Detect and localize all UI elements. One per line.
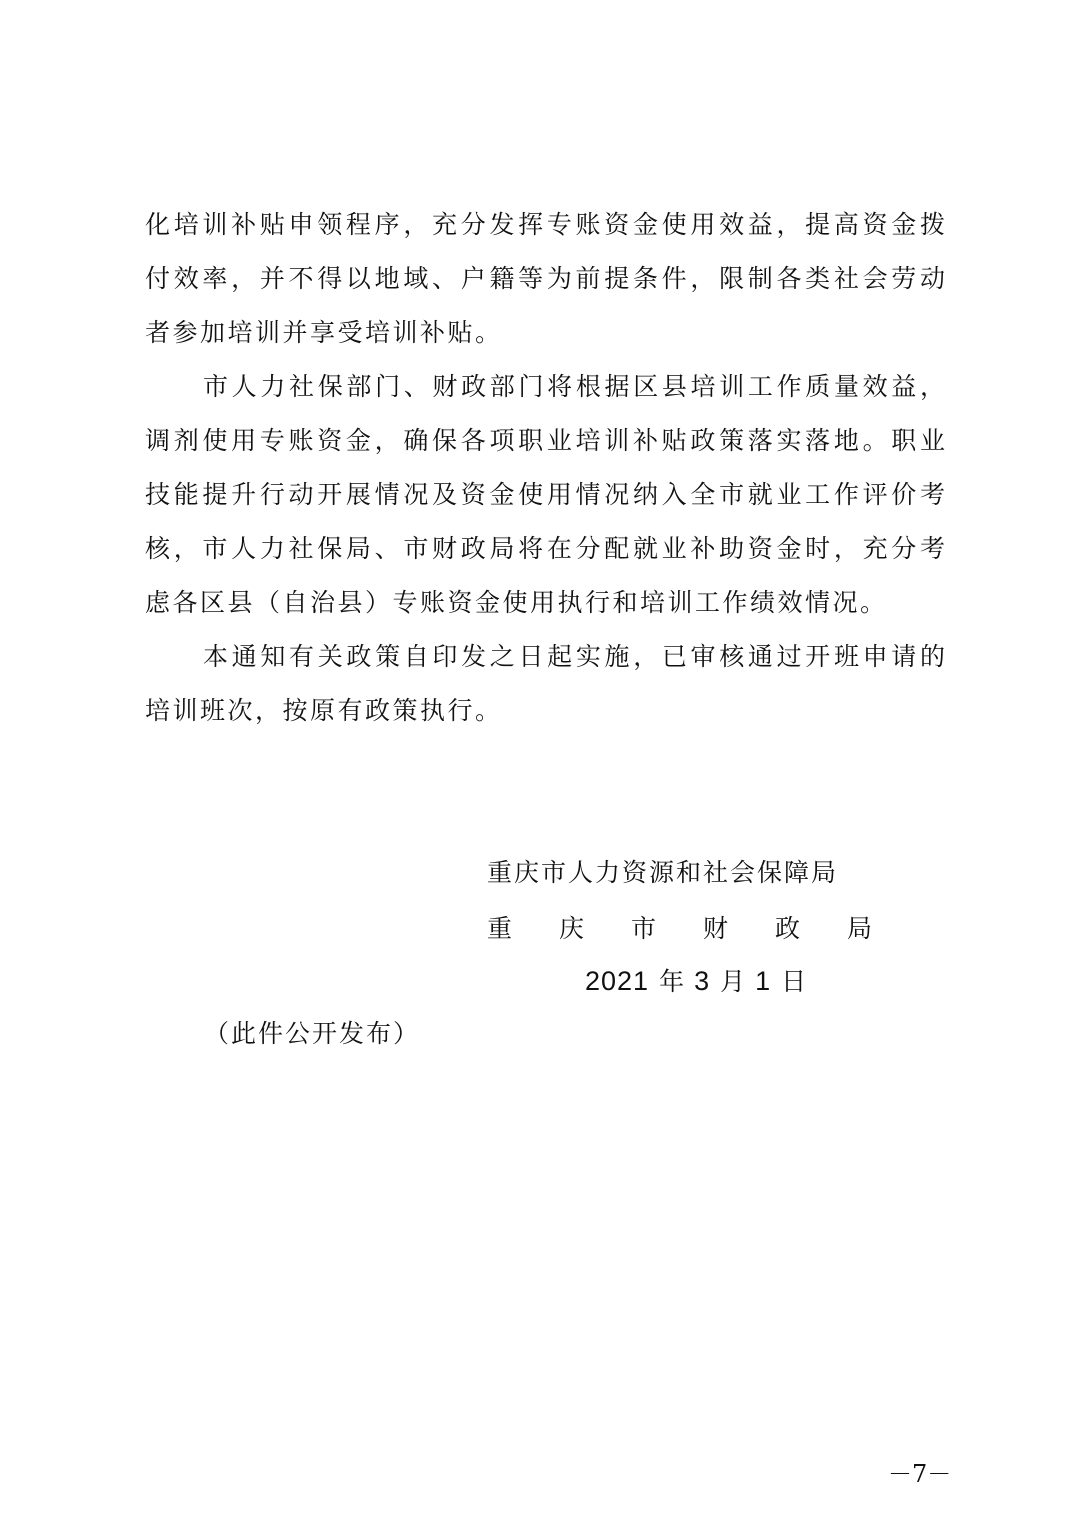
body-text [145,198,945,738]
text-line: 市人力社保部门、财政部门将根据区县培训工作质量效益， [203,372,945,401]
text-line: 调剂使用专账资金，确保各项职业培训补贴政策落实落地。职业 [145,426,945,455]
date-day-unit: 日 [781,967,807,996]
signature-org-finance: 重 庆 市 财 政 局 [487,914,872,943]
text-line: 虑各区县（自治县）专账资金使用执行和培训工作绩效情况。 [145,588,888,617]
date-year-unit: 年 [659,967,685,996]
date-year: 2021 [585,966,650,996]
text-line: 化培训补贴申领程序，充分发挥专账资金使用效益，提高资金拨 [145,210,945,239]
date-month: 3 [694,966,711,996]
text-line: 培训班次，按原有政策执行。 [145,696,503,725]
text-line: 本通知有关政策自印发之日起实施，已审核通过开班申请的 [203,642,945,671]
date-day: 1 [755,966,772,996]
publication-note: （此件公开发布） [204,1019,421,1048]
text-line: 者参加培训并享受培训补贴。 [145,318,503,347]
text-line: 付效率，并不得以地域、户籍等为前提条件，限制各类社会劳动 [145,264,945,293]
text-line: 技能提升行动开展情况及资金使用情况纳入全市就业工作评价考 [145,480,945,509]
date-month-unit: 月 [720,967,746,996]
page-number: －7－ [888,1460,952,1488]
text-line: 核，市人力社保局、市财政局将在分配就业补助资金时，充分考 [145,534,945,563]
signature-org-hrss: 重庆市人力资源和社会保障局 [487,858,839,887]
issue-date [585,966,816,997]
